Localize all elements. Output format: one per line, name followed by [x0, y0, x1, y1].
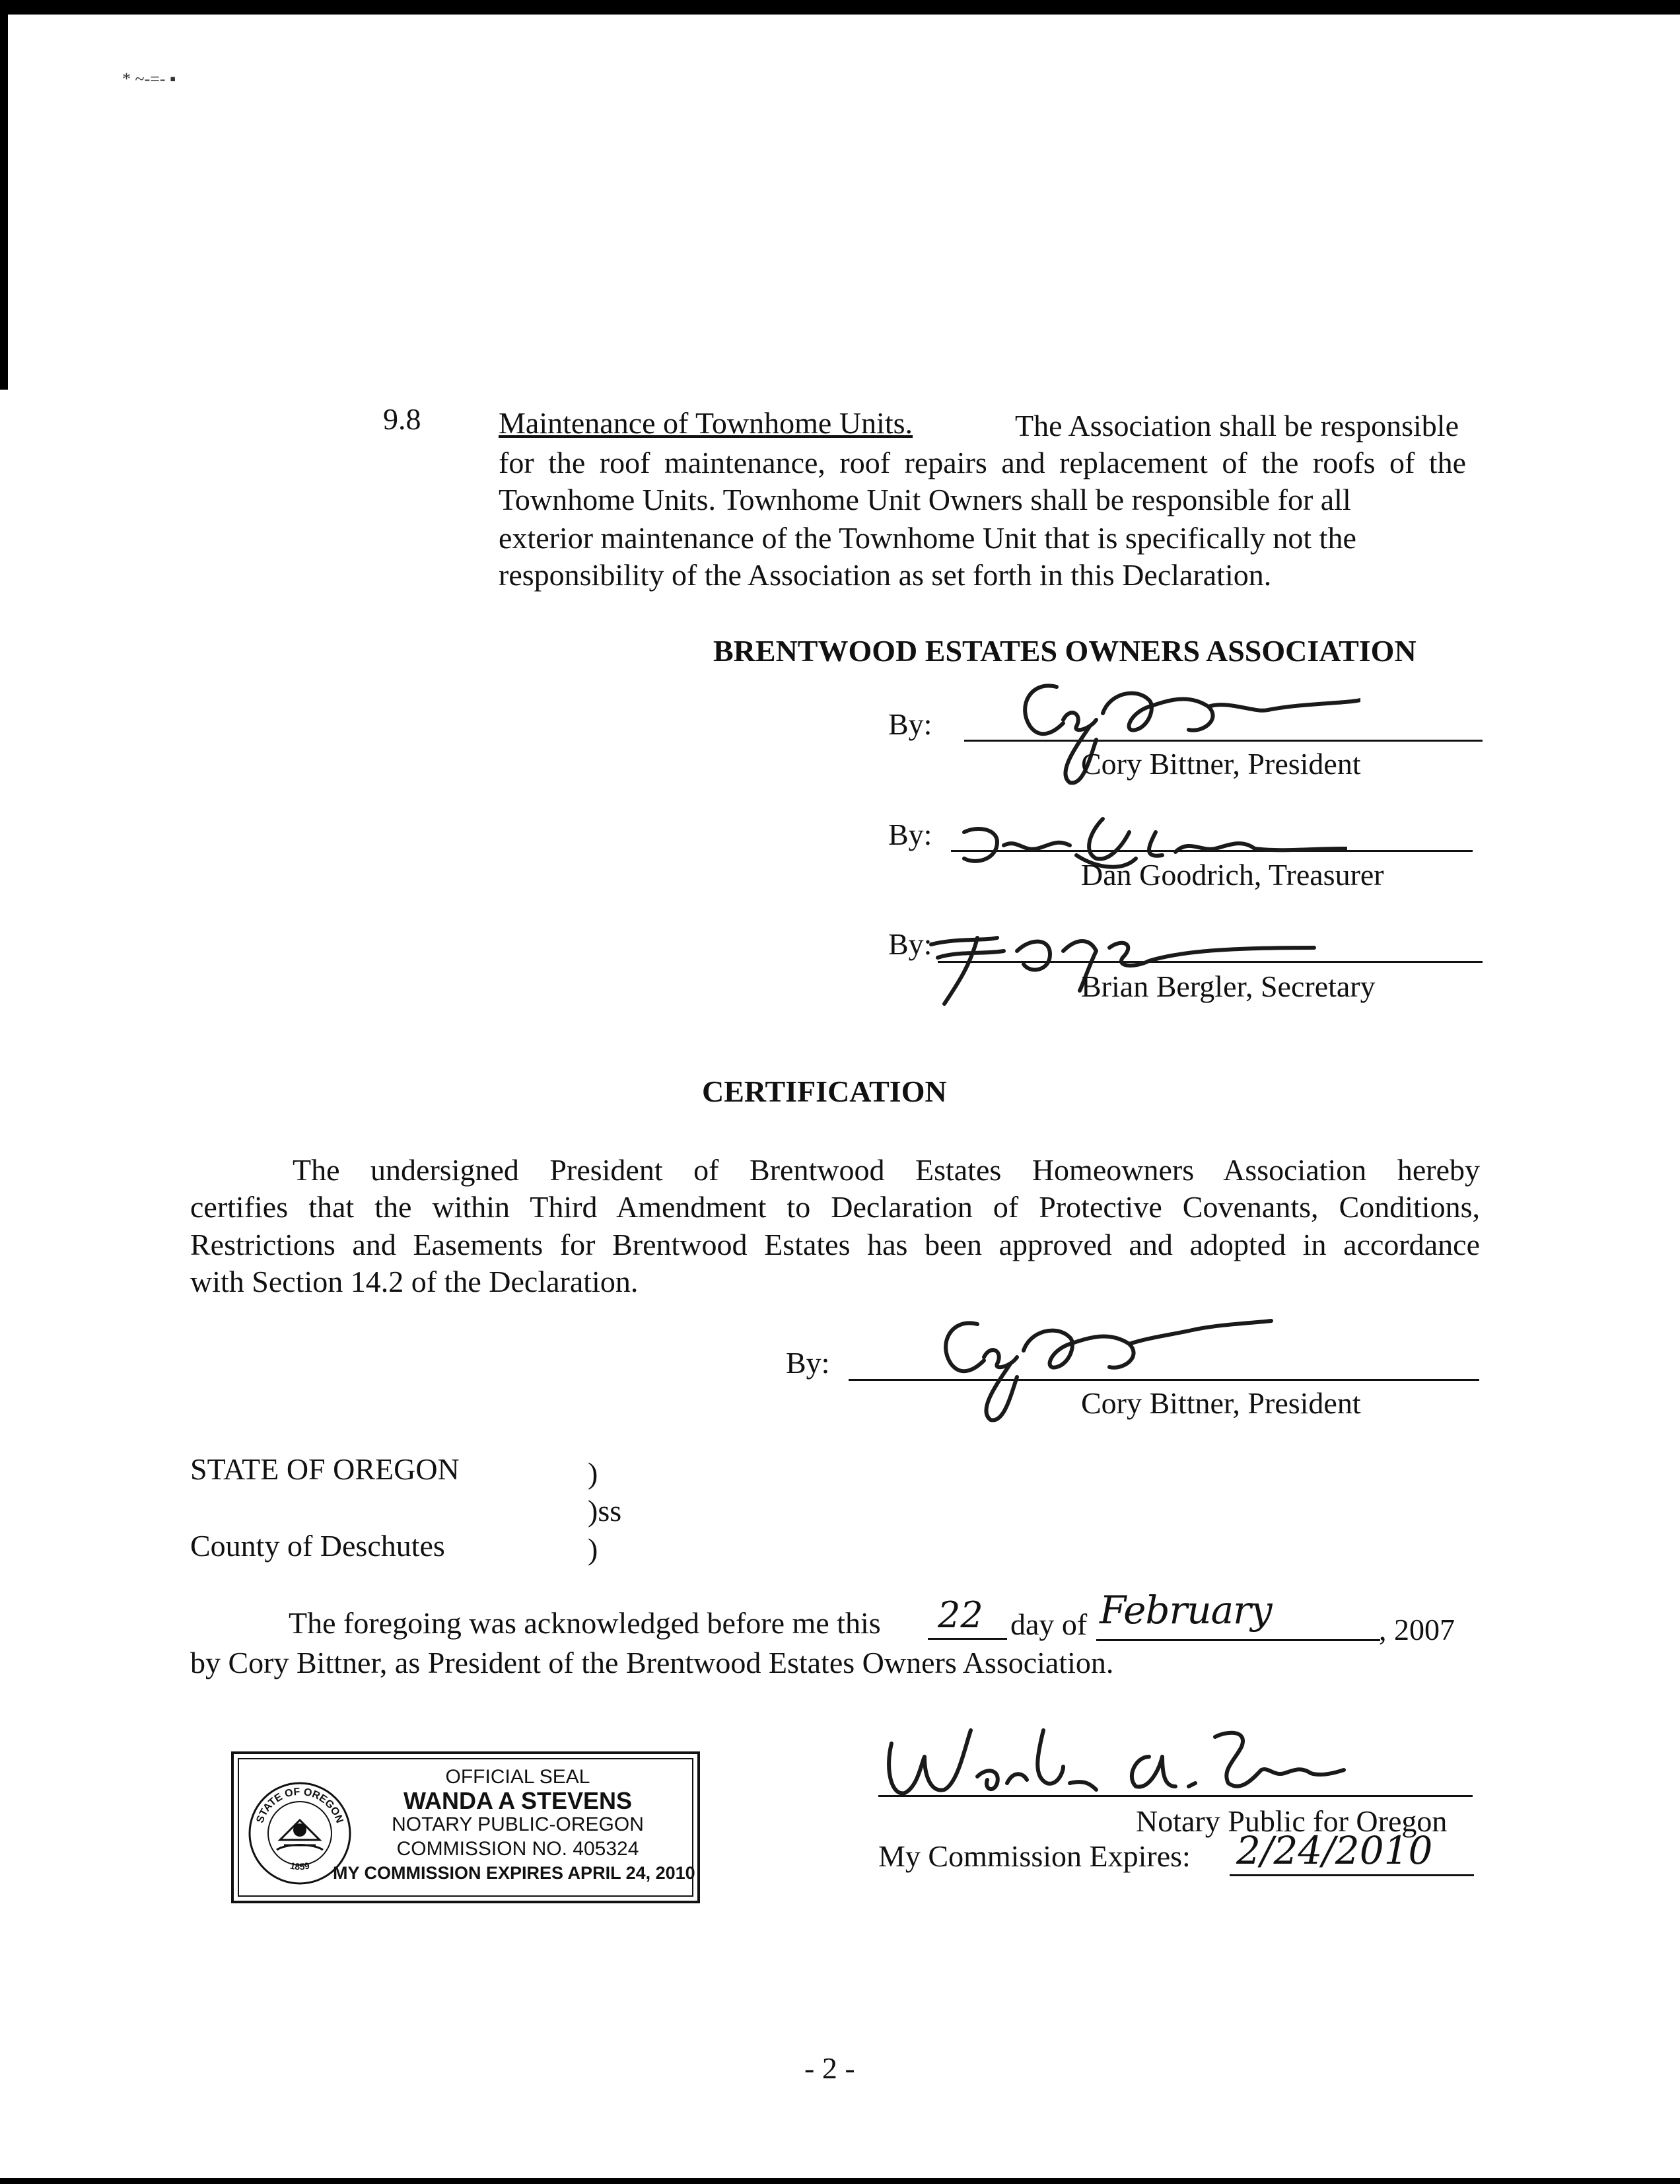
notary-expires-value: 2/24/2010 [1236, 1828, 1433, 1873]
certification-by: By: [786, 1346, 830, 1380]
notary-expires-line [1230, 1874, 1474, 1876]
official-seal-stamp [231, 1751, 700, 1903]
section-line-2: for the roof maintenance, roof repairs and replacement of the roofs of the [499, 446, 1466, 479]
section-line-3: Townhome Units. Townhome Unit Owners shall be responsible for all [499, 483, 1351, 516]
acknowledgment-day: 22 [938, 1594, 983, 1636]
acknowledgment-part1: The foregoing was acknowledged before me this [289, 1606, 881, 1640]
seal-line-1: OFFICIAL SEAL [445, 1766, 590, 1788]
association-heading: BRENTWOOD ESTATES OWNERS ASSOCIATION [713, 634, 1417, 668]
notary-title: Notary Public for Oregon [1136, 1804, 1448, 1838]
signer-2-by: By: [888, 818, 932, 851]
page-number: - 2 - [804, 2051, 855, 2085]
venue-state: STATE OF OREGON [190, 1452, 460, 1486]
venue-county: County of Deschutes [190, 1529, 445, 1563]
seal-line-2: WANDA A STEVENS [403, 1787, 633, 1814]
certification-line-4: with Section 14.2 of the Declaration. [190, 1265, 639, 1298]
acknowledgment-month: February [1100, 1588, 1272, 1633]
scan-border-left [0, 0, 8, 390]
venue-paren-2: ) [588, 1532, 598, 1566]
seal-line-4: COMMISSION NO. 405324 [396, 1838, 639, 1860]
seal-line-5: MY COMMISSION EXPIRES APRIL 24, 2010 [333, 1863, 695, 1883]
certification-line-2: certifies that the within Third Amendment to Declaration of Protective Covenants, Conditions, [190, 1190, 1480, 1224]
acknowledgment-year: , 2007 [1379, 1613, 1455, 1646]
signer-3-name: Brian Bergler, Secretary [1081, 969, 1376, 1003]
notary-expires-label: My Commission Expires: [878, 1839, 1191, 1873]
certification-line-3: Restrictions and Easements for Brentwood Estates has been approved and adopted in accordance [190, 1228, 1480, 1261]
signer-1-name: Cory Bittner, President [1081, 747, 1361, 781]
acknowledgment-day-line [928, 1638, 1007, 1640]
venue-ss: )ss [588, 1494, 622, 1528]
scan-border-bottom [0, 2178, 1680, 2184]
section-line-5: responsibility of the Association as set forth in this Declaration. [499, 558, 1272, 592]
seal-emblem-top-text: STATE OF OREGON [254, 1786, 345, 1825]
signer-2-name: Dan Goodrich, Treasurer [1081, 858, 1384, 892]
seal-emblem-year: 1859 [289, 1860, 311, 1872]
acknowledgment-line-2: by Cory Bittner, as President of the Brentwood Estates Owners Association. [190, 1646, 1114, 1679]
section-line-1: The Association shall be responsible [1015, 409, 1459, 442]
section-number: 9.8 [383, 402, 421, 436]
certification-line-1: The undersigned President of Brentwood Estates Homeowners Association hereby [293, 1153, 1480, 1187]
certification-name: Cory Bittner, President [1081, 1386, 1361, 1420]
svg-text:1859 [289, 1860, 310, 1872]
certification-heading: CERTIFICATION [702, 1074, 947, 1108]
acknowledgment-part2: day of [1010, 1607, 1088, 1641]
section-title: Maintenance of Townhome Units. [499, 406, 913, 440]
seal-line-3: NOTARY PUBLIC-OREGON [392, 1814, 644, 1835]
acknowledgment-month-line [1096, 1639, 1380, 1641]
signer-3-by: By: [888, 927, 932, 961]
page-marks: * ~-=- ▪ [122, 69, 176, 88]
signer-1-by: By: [888, 707, 932, 741]
venue-paren-1: ) [588, 1456, 598, 1490]
section-line-4: exterior maintenance of the Townhome Unit that is specifically not the [499, 521, 1356, 555]
scan-border-top [0, 0, 1680, 15]
